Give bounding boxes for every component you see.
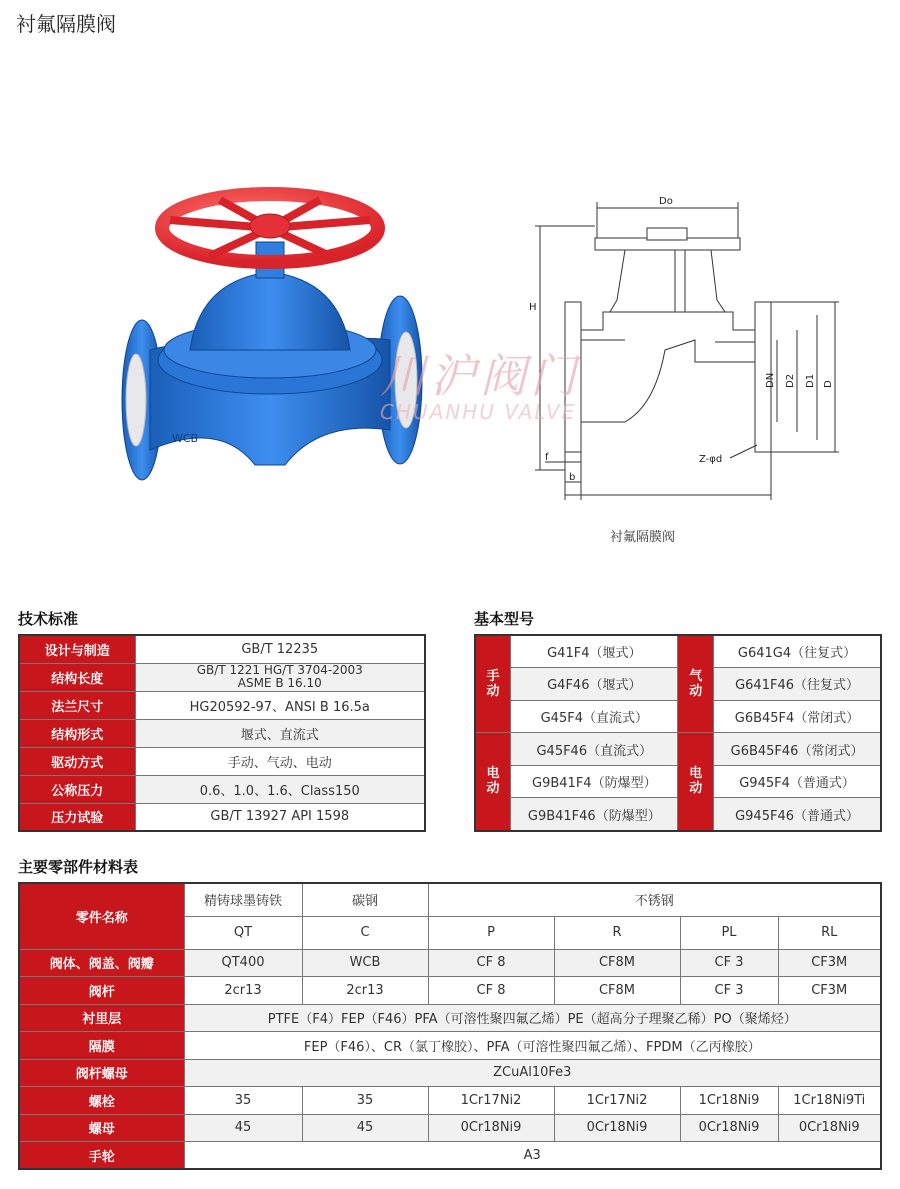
model-cell: G945F4（普通式） xyxy=(714,765,881,798)
dim-z: Z-φd xyxy=(699,454,723,465)
table-row xyxy=(19,977,881,1005)
materials-title: 主要零部件材料表 xyxy=(18,858,139,876)
model-cell: G41F4（堰式） xyxy=(511,635,678,668)
code-header: R xyxy=(554,916,680,949)
row-label: 衬里层 xyxy=(19,1004,184,1032)
table-row xyxy=(19,775,425,803)
row-label: 阀杆 xyxy=(19,977,184,1005)
group-label-pneumatic: 气 动 xyxy=(678,635,714,733)
watermark-cn: 川沪阀门 xyxy=(380,349,580,403)
table-row xyxy=(19,1114,881,1142)
row-value xyxy=(135,663,425,691)
dim-d: D xyxy=(823,380,834,388)
model-cell: G6B45F4（常闭式） xyxy=(714,700,881,733)
span-cell: ZCuAl10Fe3 xyxy=(184,1059,881,1087)
body-mark: WCB xyxy=(172,432,199,445)
dim-f: f xyxy=(545,452,549,463)
cell: CF3M xyxy=(778,949,881,977)
row-label: 结构形式 xyxy=(19,719,135,747)
dim-dn: DN xyxy=(765,372,776,388)
cell: CF3M xyxy=(778,977,881,1005)
row-label: 螺母 xyxy=(19,1114,184,1142)
dim-d1: D1 xyxy=(805,373,816,388)
cell: 45 xyxy=(184,1114,302,1142)
row-label: 设计与制造 xyxy=(19,635,135,663)
span-cell: PTFE（F4）FEP（F46）PFA（可溶性聚四氟乙烯）PE（超高分子理聚乙稀）PO（聚烯烃） xyxy=(184,1004,881,1032)
model-cell: G641G4（往复式） xyxy=(714,635,881,668)
row-label: 公称压力 xyxy=(19,775,135,803)
cell: 0Cr18Ni9 xyxy=(554,1114,680,1142)
span-cell: A3 xyxy=(184,1142,881,1170)
row-value: 0.6、1.0、1.6、Class150 xyxy=(135,775,425,803)
cell: 1Cr18Ni9Ti xyxy=(778,1087,881,1115)
part-name-header: 零件名称 xyxy=(19,883,184,949)
cell: 0Cr18Ni9 xyxy=(428,1114,554,1142)
model-cell: G6B45F46（常闭式） xyxy=(714,733,881,766)
cell: 35 xyxy=(184,1087,302,1115)
row-value: GB/T 13927 API 1598 xyxy=(135,803,425,831)
row-label: 驱动方式 xyxy=(19,747,135,775)
table-row xyxy=(19,719,425,747)
group-header: 不锈钢 xyxy=(428,883,881,916)
table-row xyxy=(19,747,425,775)
table-row xyxy=(19,663,425,691)
table-row xyxy=(19,1032,881,1060)
drawing-caption: 衬氟隔膜阀 xyxy=(610,530,676,545)
table-row xyxy=(19,803,425,831)
cell: CF 3 xyxy=(680,977,778,1005)
table-row xyxy=(19,1059,881,1087)
table-row xyxy=(19,691,425,719)
basic-models-title: 基本型号 xyxy=(474,610,535,628)
table-row xyxy=(19,1087,881,1115)
cell: CF 8 xyxy=(428,949,554,977)
row-value: 手动、气动、电动 xyxy=(135,747,425,775)
cell: 0Cr18Ni9 xyxy=(680,1114,778,1142)
model-cell: G45F4（直流式） xyxy=(511,700,678,733)
cell: 1Cr18Ni9 xyxy=(680,1087,778,1115)
group-label-manual: 手 动 xyxy=(475,635,511,733)
cell: CF8M xyxy=(554,949,680,977)
page-title: 衬氟隔膜阀 xyxy=(16,12,116,36)
model-cell: G9B41F4（防爆型） xyxy=(511,765,678,798)
materials-table xyxy=(18,882,882,1170)
row-label: 隔膜 xyxy=(19,1032,184,1060)
group-header: 精铸球墨铸铁 xyxy=(184,883,302,916)
table-row xyxy=(19,1004,881,1032)
row-label: 阀杆螺母 xyxy=(19,1059,184,1087)
model-cell: G641F46（往复式） xyxy=(714,668,881,701)
code-header: PL xyxy=(680,916,778,949)
group-label-electric-right: 电 动 xyxy=(678,733,714,831)
cell: WCB xyxy=(302,949,428,977)
cell: 0Cr18Ni9 xyxy=(778,1114,881,1142)
row-label: 法兰尺寸 xyxy=(19,691,135,719)
cell: 45 xyxy=(302,1114,428,1142)
row-value-line2: ASME B 16.10 xyxy=(237,676,322,690)
basic-models-table xyxy=(474,634,882,832)
model-cell: G945F46（普通式） xyxy=(714,798,881,831)
row-label: 阀体、阀盖、阀瓣 xyxy=(19,949,184,977)
code-header: QT xyxy=(184,916,302,949)
row-label: 手轮 xyxy=(19,1142,184,1170)
tech-standard-table xyxy=(18,634,426,832)
model-cell: G45F46（直流式） xyxy=(511,733,678,766)
table-row xyxy=(19,949,881,977)
dim-do: Do xyxy=(659,196,673,207)
model-cell: G9B41F46（防爆型） xyxy=(511,798,678,831)
code-header: RL xyxy=(778,916,881,949)
cell: 2cr13 xyxy=(184,977,302,1005)
cell: 2cr13 xyxy=(302,977,428,1005)
watermark xyxy=(380,340,620,430)
table-row xyxy=(19,1142,881,1170)
row-value-line1: GB/T 1221 HG/T 3704-2003 xyxy=(196,663,363,677)
cell: 1Cr17Ni2 xyxy=(554,1087,680,1115)
dim-b: b xyxy=(569,472,576,483)
table-row xyxy=(19,635,425,663)
table-row xyxy=(475,635,881,668)
row-value: 堰式、直流式 xyxy=(135,719,425,747)
group-label-electric-left: 电 动 xyxy=(475,733,511,831)
cell: QT400 xyxy=(184,949,302,977)
dim-d2: D2 xyxy=(785,373,796,388)
row-value: HG20592-97、ANSI B 16.5a xyxy=(135,691,425,719)
row-label: 压力试验 xyxy=(19,803,135,831)
cell: 35 xyxy=(302,1087,428,1115)
cell: CF 8 xyxy=(428,977,554,1005)
cell: 1Cr17Ni2 xyxy=(428,1087,554,1115)
group-header: 碳钢 xyxy=(302,883,428,916)
row-label: 结构长度 xyxy=(19,663,135,691)
tech-standard-title: 技术标准 xyxy=(18,610,79,628)
cell: CF8M xyxy=(554,977,680,1005)
row-value: GB/T 12235 xyxy=(135,635,425,663)
code-header: C xyxy=(302,916,428,949)
cell: CF 3 xyxy=(680,949,778,977)
table-row xyxy=(475,733,881,766)
row-label: 螺栓 xyxy=(19,1087,184,1115)
watermark-en: CHUANHU VALVE xyxy=(380,400,577,424)
dim-h: H xyxy=(529,302,537,313)
span-cell: FEP（F46）、CR（氯丁橡胶）、PFA（可溶性聚四氟乙烯）、FPDM（乙丙橡胶） xyxy=(184,1032,881,1060)
code-header: P xyxy=(428,916,554,949)
model-cell: G4F46（堰式） xyxy=(511,668,678,701)
table-row xyxy=(19,883,881,916)
